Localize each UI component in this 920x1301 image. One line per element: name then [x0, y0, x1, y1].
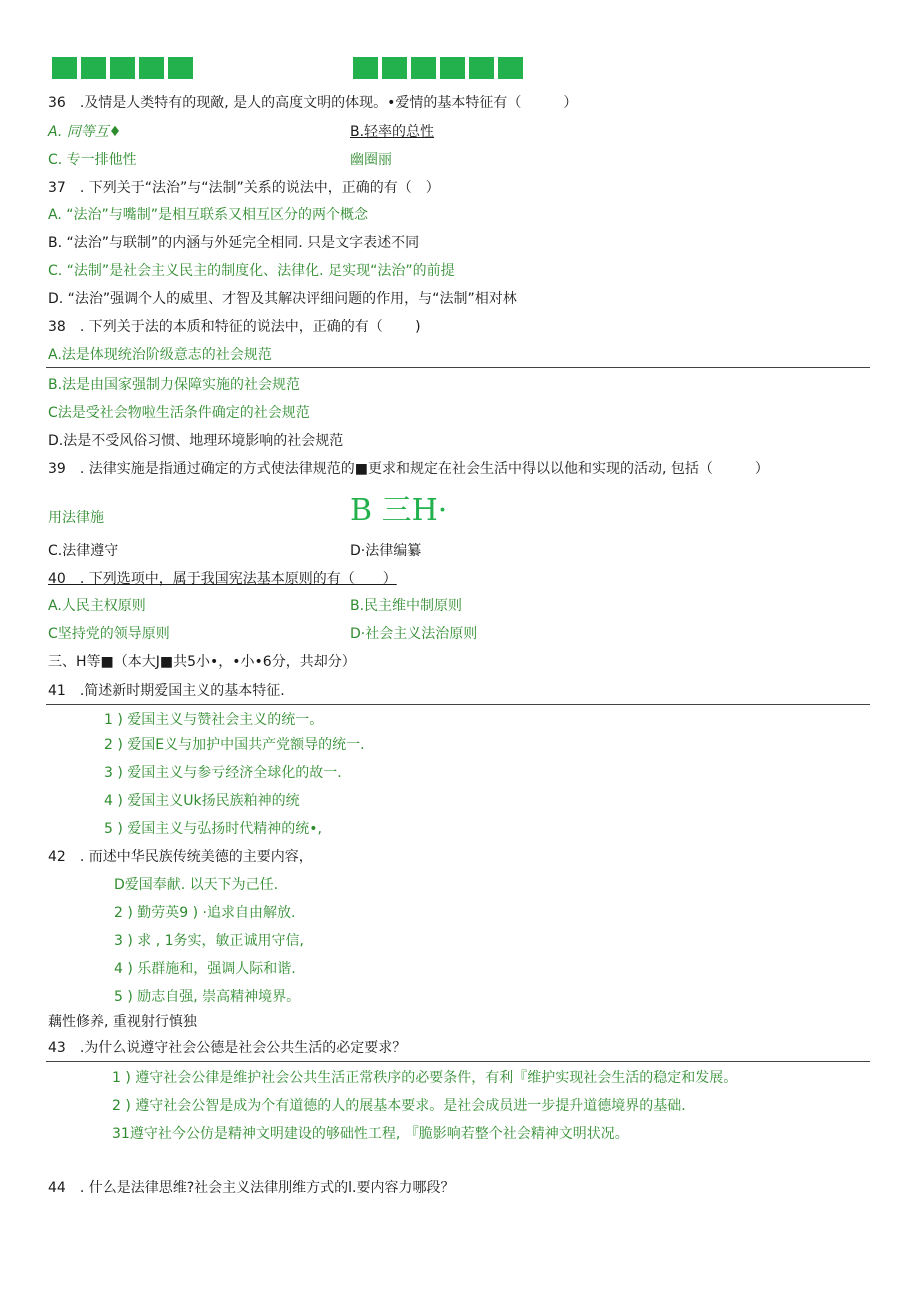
q40-option-a: A.人民主权原则 — [48, 598, 146, 614]
redaction-block — [411, 57, 436, 79]
q42-answer-5: 5 ) 励志自强, 崇高精神境界。 — [114, 989, 301, 1005]
q37-option-b: B. “法治”与联制”的内涵与外延完全相同. 只是文字表述不同 — [48, 235, 420, 251]
divider — [46, 1061, 870, 1062]
q42-answer-3: 3 ) 求 , 1务实，敏正诚用守信, — [114, 933, 304, 949]
q40-option-b: B.民主维中制原则 — [350, 598, 463, 614]
q43-answer-3: 31遵守社今公仿是精神文明建设的够础性工程, 『脆影响若整个社会精神文明状况。 — [112, 1126, 629, 1142]
q41-answer-1: 1 ) 爱国主义与赞社会主义的统一。 — [104, 712, 324, 728]
q36-option-c: C. 专一排他性 — [48, 152, 137, 168]
q43-answer-1: 1 ) 遵守社会公律是维护社会公共生活正常秩序的必要条件，有利『维护实现社会生活的稳定和发展。 — [112, 1070, 738, 1086]
redaction-block — [469, 57, 494, 79]
q41-answer-2: 2 ) 爱国E义与加护中国共产党额导的统一. — [104, 737, 365, 753]
redaction-block — [139, 57, 164, 79]
q42-stem: 42 . 而述中华民族传统美德的主要内容， — [48, 849, 313, 865]
q43-answer-2: 2 ) 遵守社会公智是成为个有道德的人的展基本要求。是社会成员进一步提升道德境界的基础. — [112, 1098, 686, 1114]
q38-option-a: A.法是体现统治阶级意志的社会规范 — [48, 347, 272, 363]
q43-stem: 43 .为什么说遵守社会公德是社会公共生活的必定要求？ — [48, 1040, 407, 1056]
q36-option-b: B.轻率的总性 — [350, 124, 435, 140]
q38-option-c: C法是受社会物啦生活条件确定的社会规范 — [48, 405, 310, 421]
q36-option-a: A. 同等互♦ — [48, 124, 122, 140]
redaction-block — [382, 57, 407, 79]
redaction-block — [52, 57, 77, 79]
q41-answer-4: 4 ) 爱国主义Uk扬民族粕神的统 — [104, 793, 300, 809]
q37-option-a: A. “法治”与嘴制”是相互联系又相互区分的两个概念 — [48, 207, 368, 223]
q37-option-d: D. “法治”强调个人的威里、才智及其解决评细问题的作用，与“法制”相对林 — [48, 291, 517, 307]
q42-tail: 藕性修养, 重视射行慎独 — [48, 1014, 197, 1030]
q41-stem: 41 .简述新时期爱国主义的基本特征. — [48, 683, 285, 699]
redaction-block — [81, 57, 106, 79]
redaction-block — [353, 57, 378, 79]
q41-answer-5: 5 ) 爱国主义与弘扬时代精神的统•, — [104, 821, 322, 837]
q39-option-c: C.法律遵守 — [48, 543, 119, 559]
q37-option-c: C. “法制”是社会主义民主的制度化、法律化. 足实现“法治”的前提 — [48, 263, 455, 279]
q36-stem: 36 .及情是人类特有的现敵, 是人的高度文明的体现。•爱情的基本特征有（ ） — [48, 95, 578, 111]
q41-answer-3: 3 ) 爱国主义与参亏经济全球化的故一. — [104, 765, 342, 781]
q42-answer-4: 4 ) 乐群施和，强调人际和谐. — [114, 961, 296, 977]
redaction-block — [498, 57, 523, 79]
q38-option-b: B.法是由国家强制力保障实施的社会规范 — [48, 377, 301, 393]
q38-stem: 38 . 下列关于法的本质和特征的说法中，正确的有（ ) — [48, 319, 421, 335]
q40-option-c: C坚持党的领导原则 — [48, 626, 170, 642]
redaction-block — [110, 57, 135, 79]
q42-answer-1: D爱国奉献. 以天下为己任. — [114, 877, 279, 893]
section-heading: 三、H等■（本大J■共5小•，•小•6分，共却分） — [48, 654, 356, 670]
q44-stem: 44 . 什么是法律思维?社会主义法律刖维方式的l.要内容力哪段？ — [48, 1180, 455, 1196]
q38-option-d: D.法是不受风俗习惯、地理环境影响的社会规范 — [48, 433, 344, 449]
divider — [46, 367, 870, 368]
q42-answer-2: 2 ) 勤劳英9 ) ·追求自由解放. — [114, 905, 296, 921]
redaction-block — [440, 57, 465, 79]
q37-stem: 37 . 下列关于“法治”与“法制”关系的说法中，正确的有（ ） — [48, 180, 440, 196]
divider — [46, 704, 870, 705]
q40-option-d: D·社会主义法治原则 — [350, 626, 478, 642]
q39-stem: 39 . 法律实施是指通过确定的方式使法律规范的■更求和规定在社会生活中得以以他和实现的活动, 包括（ ） — [48, 461, 769, 477]
q39-option-b: B 三H· — [350, 493, 448, 528]
q36-option-d: 幽圈丽 — [350, 152, 392, 168]
q39-option-d: D·法律编纂 — [350, 543, 422, 559]
q40-stem: 40 . 下列选项中，属于我国宪法基本原则的有（ ） — [48, 571, 397, 587]
q39-option-a: 用法律施 — [48, 510, 104, 526]
redaction-block — [168, 57, 193, 79]
